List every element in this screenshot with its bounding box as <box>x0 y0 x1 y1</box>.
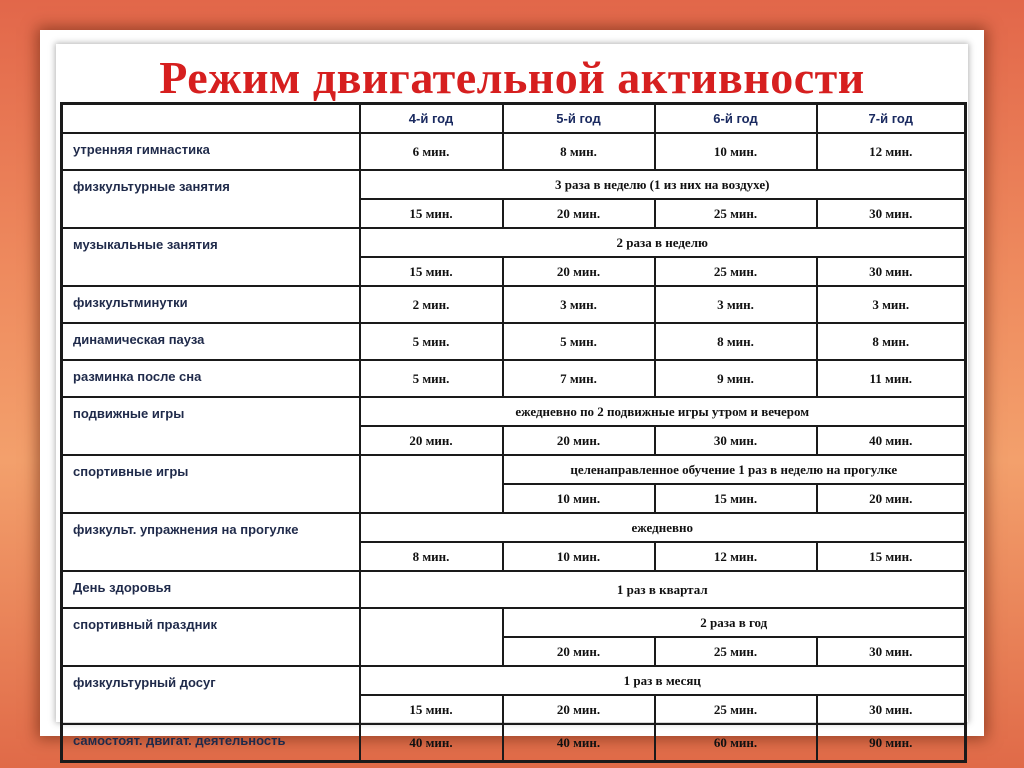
row-label: динамическая пауза <box>62 323 360 360</box>
cell-value: 12 мин. <box>655 542 817 571</box>
cell-value: 5 мин. <box>360 360 503 397</box>
row-label: утренняя гимнастика <box>62 133 360 170</box>
cell-value: 30 мин. <box>655 426 817 455</box>
table-row <box>62 170 966 199</box>
cell-value: 20 мин. <box>503 695 655 724</box>
column-header: 7-й год <box>817 104 966 134</box>
frequency-note: ежедневно <box>360 513 966 542</box>
cell-value: 25 мин. <box>655 257 817 286</box>
cell-value: 10 мин. <box>503 542 655 571</box>
cell-value: 15 мин. <box>360 257 503 286</box>
table-row <box>62 571 966 608</box>
cell-value: 40 мин. <box>503 724 655 762</box>
row-label: спортивный праздник <box>62 608 360 666</box>
cell-value: 9 мин. <box>655 360 817 397</box>
table-row <box>62 286 966 323</box>
cell-value: 7 мин. <box>503 360 655 397</box>
cell-value: 25 мин. <box>655 199 817 228</box>
cell-value: 30 мин. <box>817 257 966 286</box>
cell-value: 8 мин. <box>503 133 655 170</box>
frequency-note: 3 раза в неделю (1 из них на воздухе) <box>360 170 966 199</box>
cell-value: 90 мин. <box>817 724 966 762</box>
table-row <box>62 397 966 426</box>
table-row <box>62 608 966 637</box>
column-header: 6-й год <box>655 104 817 134</box>
table-row <box>62 666 966 695</box>
cell-value: 10 мин. <box>503 484 655 513</box>
cell-value: 60 мин. <box>655 724 817 762</box>
cell-value: 40 мин. <box>817 426 966 455</box>
row-label: физкультурный досуг <box>62 666 360 724</box>
empty-cell <box>360 455 503 513</box>
table-row <box>62 724 966 762</box>
cell-value: 15 мин. <box>817 542 966 571</box>
frequency-note: ежедневно по 2 подвижные игры утром и вечером <box>360 397 966 426</box>
cell-value: 11 мин. <box>817 360 966 397</box>
row-label: подвижные игры <box>62 397 360 455</box>
cell-value: 30 мин. <box>817 199 966 228</box>
activity-table <box>60 102 967 763</box>
row-label: День здоровья <box>62 571 360 608</box>
cell-value: 5 мин. <box>503 323 655 360</box>
cell-value: 12 мин. <box>817 133 966 170</box>
frequency-note: 1 раз в месяц <box>360 666 966 695</box>
cell-value: 2 мин. <box>360 286 503 323</box>
table-row <box>62 323 966 360</box>
frequency-note: 2 раза в неделю <box>360 228 966 257</box>
row-label: разминка после сна <box>62 360 360 397</box>
cell-value: 15 мин. <box>360 199 503 228</box>
cell-value: 30 мин. <box>817 695 966 724</box>
cell-value: 10 мин. <box>655 133 817 170</box>
cell-value: 8 мин. <box>360 542 503 571</box>
cell-value: 20 мин. <box>503 199 655 228</box>
cell-value: 8 мин. <box>655 323 817 360</box>
cell-value: 3 мин. <box>503 286 655 323</box>
row-label: физкультминутки <box>62 286 360 323</box>
cell-value: 25 мин. <box>655 637 817 666</box>
frequency-note: целенаправленное обучение 1 раз в неделю на прогулке <box>503 455 966 484</box>
frequency-note: 2 раза в год <box>503 608 966 637</box>
slide-title: Режим двигательной активности <box>159 52 865 103</box>
row-label: музыкальные занятия <box>62 228 360 286</box>
table-row <box>62 513 966 542</box>
row-label: физкульт. упражнения на прогулке <box>62 513 360 571</box>
cell-value: 3 мин. <box>817 286 966 323</box>
cell-value: 15 мин. <box>360 695 503 724</box>
cell-value: 20 мин. <box>503 257 655 286</box>
empty-cell <box>360 608 503 666</box>
table-row <box>62 133 966 170</box>
table-row <box>62 228 966 257</box>
table-row <box>62 360 966 397</box>
cell-value: 5 мин. <box>360 323 503 360</box>
table-row <box>62 455 966 484</box>
row-label: самостоят. двигат. деятельность <box>62 724 360 762</box>
cell-value: 30 мин. <box>817 637 966 666</box>
cell-value: 40 мин. <box>360 724 503 762</box>
cell-value: 20 мин. <box>817 484 966 513</box>
column-header: 5-й год <box>503 104 655 134</box>
header-empty-cell <box>62 104 360 134</box>
cell-value: 15 мин. <box>655 484 817 513</box>
cell-value: 20 мин. <box>503 426 655 455</box>
row-label: физкультурные занятия <box>62 170 360 228</box>
cell-value: 6 мин. <box>360 133 503 170</box>
header-row <box>62 104 966 134</box>
cell-value: 3 мин. <box>655 286 817 323</box>
row-label: спортивные игры <box>62 455 360 513</box>
cell-value: 20 мин. <box>503 637 655 666</box>
cell-value: 25 мин. <box>655 695 817 724</box>
cell-value: 8 мин. <box>817 323 966 360</box>
column-header: 4-й год <box>360 104 503 134</box>
cell-value: 20 мин. <box>360 426 503 455</box>
frequency-note: 1 раз в квартал <box>360 571 966 608</box>
